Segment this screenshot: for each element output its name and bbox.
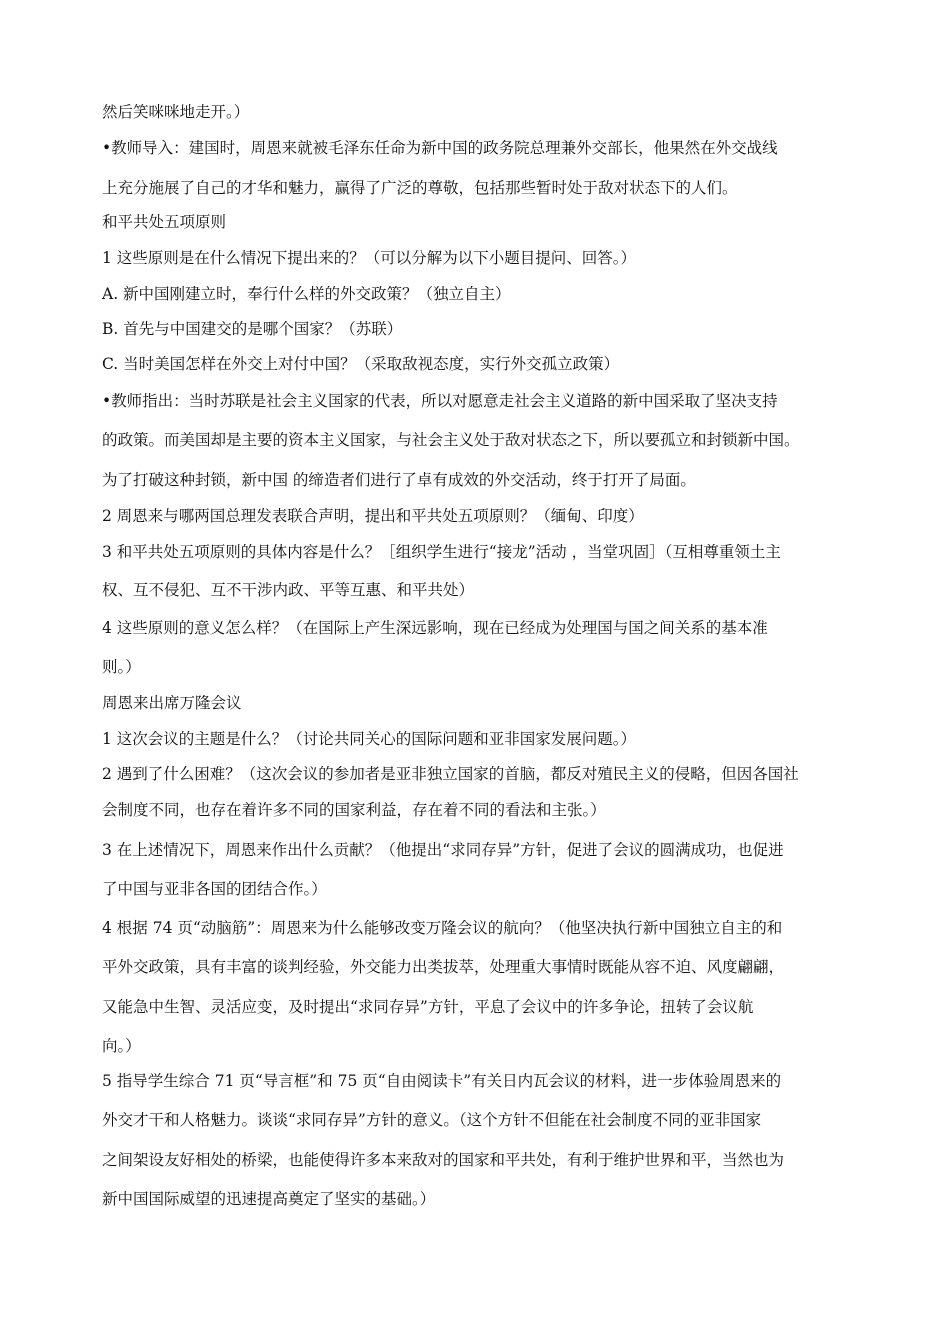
text-line: 又能急中生智、灵活应变，及时提出“求同存异”方针，平息了会议中的许多争论，扭转了会议航 [102, 998, 754, 1016]
text-line: 会制度不同，也存在着许多不同的国家利益，存在着不同的看法和主张。） [102, 801, 606, 819]
text-line: 的政策。而美国却是主要的资本主义国家，与社会主义处于敌对状态之下，所以要孤立和封锁新中国。 [102, 431, 800, 449]
text-line: C. 当时美国怎样在外交上对付中国？（采取敌视态度，实行外交孤立政策） [102, 355, 620, 373]
text-line: 向。） [102, 1037, 141, 1055]
text-line: •教师指出：当时苏联是社会主义国家的代表，所以对愿意走社会主义道路的新中国采取了坚决支持 [102, 392, 778, 410]
section-heading: 和平共处五项原则 [102, 213, 227, 231]
text-line: 2 周恩来与哪两国总理发表联合声明，提出和平共处五项原则？（缅甸、印度） [102, 507, 644, 525]
section-heading: 周恩来出席万隆会议 [102, 694, 242, 712]
text-line: A. 新中国刚建立时，奉行什么样的外交政策？（独立自主） [102, 285, 511, 303]
text-line: 4 这些原则的意义怎么样？（在国际上产生深远影响，现在已经成为处理国与国之间关系的基本准 [102, 619, 768, 637]
text-line: 1 这次会议的主题是什么？（讨论共同关心的国际问题和亚非国家发展问题。） [102, 730, 637, 748]
text-line: 2 遇到了什么困难？（这次会议的参加者是亚非独立国家的首脑，都反对殖民主义的侵略，但因各国社 [102, 765, 799, 783]
text-line: 外交才干和人格魅力。谈谈“求同存异”方针的意义。（这个方针不但能在社会制度不同的亚非国家 [102, 1111, 762, 1129]
text-line: 平外交政策，具有丰富的谈判经验，外交能力出类拔萃，处理重大事情时既能从容不迫、风度翩翩， [102, 958, 785, 976]
text-line: 1 这些原则是在什么情况下提出来的？（可以分解为以下小题目提问、回答。） [102, 249, 637, 267]
text-line: 3 和平共处五项原则的具体内容是什么？［组织学生进行“接龙”活动 ，当堂巩固］（互相尊重领土主 [102, 543, 781, 561]
text-line: 则。） [102, 658, 141, 676]
text-line: 然后笑咪咪地走开。） [102, 103, 250, 121]
text-line: 权、互不侵犯、互不干涉内政、平等互惠、和平共处） [102, 581, 475, 599]
text-line: 之间架设友好相处的桥梁，也能使得许多本来敌对的国家和平共处，有利于维护世界和平，当然也为 [102, 1151, 785, 1169]
text-line: 4 根据 74 页“动脑筋”：周恩来为什么能够改变万隆会议的航向？（他坚决执行新中国独立自主的和 [102, 919, 783, 937]
text-line: •教师导入：建国时，周恩来就被毛泽东任命为新中国的政务院总理兼外交部长，他果然在外交战线 [102, 139, 778, 157]
text-line: 新中国国际威望的迅速提高奠定了坚实的基础。） [102, 1190, 436, 1208]
text-line: B. 首先与中国建交的是哪个国家？（苏联） [102, 320, 403, 338]
text-line: 为了打破这种封锁，新中国 的缔造者们进行了卓有成效的外交活动，终于打开了局面。 [102, 471, 696, 489]
text-line: 了中国与亚非各国的团结合作。） [102, 880, 327, 898]
text-line: 3 在上述情况下，周恩来作出什么贡献？（他提出“求同存异”方针，促进了会议的圆满成功，也促进 [102, 841, 784, 859]
text-line: 5 指导学生综合 71 页“导言框”和 75 页“自由阅读卡”有关日内瓦会议的材料，进一步体验周恩来的 [102, 1072, 782, 1090]
text-line: 上充分施展了自己的才华和魅力，赢得了广泛的尊敬，包括那些暂时处于敌对状态下的人们。 [102, 179, 738, 197]
